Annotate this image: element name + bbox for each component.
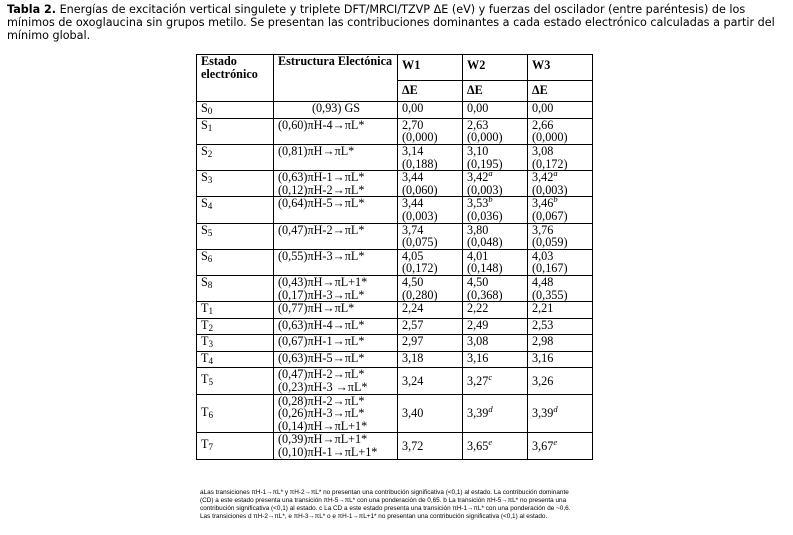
cell-state	[197, 335, 274, 352]
table-row	[197, 223, 593, 249]
w2-value: 3,42$^a$	[467, 168, 493, 185]
cell-w1	[398, 394, 463, 433]
w3-value: 2,66	[532, 117, 554, 132]
cell-w1	[398, 302, 463, 319]
w1-value: (0,172)	[402, 261, 438, 276]
header-w3: W3	[528, 55, 593, 81]
w2-value: (0,195)	[467, 156, 503, 171]
cell-w3	[528, 302, 593, 319]
structure-line: (0,63)πH-1→πL*	[278, 170, 365, 185]
w1-value: 2,97	[402, 334, 424, 349]
cell-structure	[274, 318, 398, 335]
table-row	[197, 197, 593, 223]
footnote-line: contribución significativa (<0,1) al estado. c La CD a este estado presenta una transición πH-1→πL* con una ponderación de ~0,6.	[200, 505, 571, 512]
w2-value: 4,01	[467, 248, 489, 263]
state-label: T3	[201, 334, 214, 350]
w1-value: (0,280)	[402, 287, 438, 302]
state-label: S3	[201, 170, 213, 186]
cell-w3	[528, 394, 593, 433]
w1-value: 3,44	[402, 170, 424, 185]
cell-state	[197, 118, 274, 144]
cell-w1	[398, 351, 463, 368]
header-structure: Estructura Electónica	[274, 55, 398, 102]
w2-value: (0,048)	[467, 235, 503, 250]
w3-value: 3,39$^d$	[532, 404, 558, 421]
w3-value: 3,42$^a$	[532, 168, 558, 185]
cell-w1	[398, 171, 463, 197]
w3-value: (0,003)	[532, 182, 568, 197]
w1-value: 3,18	[402, 350, 424, 365]
w2-value: (0,000)	[467, 130, 503, 145]
w3-value: 3,46$^b$	[532, 194, 558, 211]
cell-w3	[528, 102, 593, 119]
cell-w3	[528, 351, 593, 368]
cell-state	[197, 171, 274, 197]
cell-w3	[528, 223, 593, 249]
w2-value: 3,80	[467, 222, 489, 237]
cell-w2	[463, 144, 528, 170]
state-label: T4	[201, 350, 214, 366]
w3-value: 3,16	[532, 350, 554, 365]
state-label: S5	[201, 222, 213, 238]
w2-value: 3,65e	[467, 436, 493, 453]
w2-value: 0,00	[467, 101, 489, 116]
caption-label: Tabla 2.	[7, 3, 57, 16]
state-label: S6	[201, 248, 213, 264]
cell-w1	[398, 144, 463, 170]
w3-value: 2,98	[532, 334, 554, 349]
w3-value: (0,000)	[532, 130, 568, 145]
structure-line: (0,26)πH-3→πL*	[278, 406, 365, 421]
w1-value: (0,075)	[402, 235, 438, 250]
cell-state	[197, 394, 274, 433]
w1-value: 2,57	[402, 317, 424, 332]
state-label: T7	[201, 437, 214, 453]
cell-structure	[274, 118, 398, 144]
cell-structure	[274, 223, 398, 249]
table-row	[197, 394, 593, 433]
w3-value: 4,03	[532, 248, 554, 263]
table-row	[197, 171, 593, 197]
header-w2: W2	[463, 55, 528, 81]
cell-state	[197, 223, 274, 249]
cell-state	[197, 351, 274, 368]
w3-value: 2,21	[532, 301, 554, 316]
table-row	[197, 102, 593, 119]
state-label: S2	[201, 143, 213, 159]
structure-line: (0,14)πH→πL+1*	[278, 418, 368, 433]
cell-w2	[463, 194, 528, 223]
cell-w1	[398, 118, 463, 144]
w2-value: 3,16	[467, 350, 489, 365]
table-row	[197, 368, 593, 394]
w1-value: (0,003)	[402, 208, 438, 223]
structure-line: (0,12)πH-2→πL*	[278, 182, 365, 197]
cell-w2	[463, 102, 528, 119]
structure-line: (0,55)πH-3→πL*	[278, 248, 365, 263]
w3-value: 3,08	[532, 143, 554, 158]
table-row	[197, 302, 593, 319]
cell-w2	[463, 275, 528, 301]
structure-line: (0,43)πH→πL+1*	[278, 274, 368, 289]
w3-value: 4,48	[532, 274, 554, 289]
cell-w1	[398, 318, 463, 335]
cell-structure	[274, 351, 398, 368]
structure-line: (0,93) GS	[312, 101, 361, 116]
cell-w1	[398, 249, 463, 275]
cell-w1	[398, 102, 463, 119]
structure-line: (0,23)πH-3 →πL*	[278, 380, 368, 395]
cell-w2	[463, 249, 528, 275]
cell-w3	[528, 249, 593, 275]
table-row	[197, 351, 593, 368]
cell-w3	[528, 275, 593, 301]
w2-value: 3,27$^c$	[467, 371, 493, 388]
cell-w3	[528, 118, 593, 144]
cell-w2	[463, 351, 528, 368]
cell-w2	[463, 118, 528, 144]
cell-w1	[398, 197, 463, 223]
w3-value: 3,26	[532, 373, 554, 388]
state-label: T1	[201, 301, 214, 317]
footnote-line: Las transiciones d πH-2→πL*, e πH-3→πL* o e πH-1→πL+1* no presentan una contribución significativa (<0,1) al estado.	[200, 513, 548, 520]
cell-w1	[398, 275, 463, 301]
w3-value: (0,067)	[532, 208, 568, 223]
header-delta-w1: ΔE	[398, 80, 463, 102]
w3-value: (0,167)	[532, 261, 568, 276]
table-row	[197, 433, 593, 459]
w2-value: (0,148)	[467, 261, 503, 276]
table-row	[197, 118, 593, 144]
structure-line: (0,47)πH-2→πL*	[278, 367, 365, 382]
state-label: T2	[201, 317, 214, 333]
structure-line: (0,10)πH-1→πL+1*	[278, 445, 378, 460]
cell-w3	[528, 433, 593, 459]
w2-value: (0,368)	[467, 287, 503, 302]
table-caption	[7, 3, 787, 42]
cell-w2	[463, 394, 528, 433]
w1-value: 0,00	[402, 101, 424, 116]
cell-structure	[274, 102, 398, 119]
table-row	[197, 318, 593, 335]
cell-w1	[398, 433, 463, 459]
w1-value: (0,188)	[402, 156, 438, 171]
cell-w2	[463, 223, 528, 249]
cell-w2	[463, 302, 528, 319]
cell-w3	[528, 368, 593, 394]
cell-w3	[528, 194, 593, 223]
state-label: T5	[201, 372, 214, 388]
w1-value: 2,24	[402, 301, 424, 316]
cell-state	[197, 318, 274, 335]
w3-value: (0,059)	[532, 235, 568, 250]
header-w1: W1	[398, 55, 463, 81]
table-row	[197, 275, 593, 301]
cell-w2	[463, 168, 528, 197]
footnote-line: (CD) a este estado presenta una transición πH-5→πL* con una ponderación de 0,65. b La transición πH-5→πL* no presenta una	[200, 497, 567, 504]
table-body	[197, 102, 593, 459]
w2-value: 3,53$^b$	[467, 194, 493, 211]
cell-structure	[274, 368, 398, 394]
state-label: S8	[201, 274, 213, 290]
structure-line: (0,63)πH-4→πL*	[278, 317, 365, 332]
cell-structure	[274, 302, 398, 319]
w1-value: 3,14	[402, 143, 424, 158]
cell-w2	[463, 335, 528, 352]
cell-structure	[274, 171, 398, 197]
w1-value: 3,40	[402, 406, 424, 421]
structure-line: (0,67)πH-1→πL*	[278, 334, 365, 349]
w2-value: (0,036)	[467, 208, 503, 223]
cell-state	[197, 368, 274, 394]
w1-value: 3,44	[402, 196, 424, 211]
cell-structure	[274, 433, 398, 459]
w1-value: 3,24	[402, 373, 424, 388]
cell-state	[197, 144, 274, 170]
w2-value: 3,08	[467, 334, 489, 349]
state-label: T6	[201, 404, 214, 420]
w3-value: (0,172)	[532, 156, 568, 171]
footnote-line: aLas transiciones πH-1→πL* y πH-2→πL* no presentan una contribución significativa (<0,1) al estado. La contribución dominante	[200, 489, 569, 496]
w1-value: 3,74	[402, 222, 424, 237]
cell-w1	[398, 368, 463, 394]
structure-line: (0,64)πH-5→πL*	[278, 196, 365, 211]
cell-w3	[528, 335, 593, 352]
w2-value: (0,003)	[467, 182, 503, 197]
cell-state	[197, 102, 274, 119]
cell-structure	[274, 275, 398, 301]
header-state: Estado electrónico	[197, 55, 274, 102]
w1-value: 3,72	[402, 438, 424, 453]
w1-value: (0,060)	[402, 182, 438, 197]
state-label: S1	[201, 117, 213, 133]
w1-value: 2,70	[402, 117, 424, 132]
cell-w3	[528, 144, 593, 170]
cell-structure	[274, 144, 398, 170]
cell-w1	[398, 335, 463, 352]
state-label: S0	[201, 101, 213, 117]
structure-line: (0,60)πH-4→πL*	[278, 117, 365, 132]
cell-w2	[463, 318, 528, 335]
cell-structure	[274, 249, 398, 275]
w2-value: 3,10	[467, 143, 489, 158]
w3-value: 3,67e	[532, 436, 558, 453]
excitation-energies-table	[196, 54, 593, 460]
state-label: S4	[201, 196, 213, 212]
cell-structure	[274, 335, 398, 352]
w1-value: 4,50	[402, 274, 424, 289]
cell-w3	[528, 168, 593, 197]
caption-text: Energías de excitación vertical singulete y triplete DFT/MRCI/TZVP ΔE (eV) y fuerzas del oscilador (entre paréntesis) de los mínimos de oxoglaucina sin grupos metilo. Se presentan las contribuciones dominantes a cada estado electrónico calculadas a partir del mínimo global.	[7, 3, 775, 42]
table-footnotes	[200, 489, 600, 521]
w3-value: 3,76	[532, 222, 554, 237]
w1-value: (0,000)	[402, 130, 438, 145]
cell-w3	[528, 318, 593, 335]
cell-structure	[274, 197, 398, 223]
w3-value: 0,00	[532, 101, 554, 116]
structure-line: (0,17)πH-3→πL*	[278, 287, 365, 302]
structure-line: (0,77)πH→πL*	[278, 301, 355, 316]
w2-value: 4,50	[467, 274, 489, 289]
header-delta-w2: ΔE	[463, 80, 528, 102]
table-row	[197, 144, 593, 170]
cell-w2	[463, 368, 528, 394]
cell-w1	[398, 223, 463, 249]
cell-state	[197, 302, 274, 319]
w1-value: 4,05	[402, 248, 424, 263]
table-row	[197, 249, 593, 275]
cell-state	[197, 275, 274, 301]
w2-value: 3,39$^d$	[467, 404, 493, 421]
cell-w2	[463, 433, 528, 459]
w2-value: 2,22	[467, 301, 489, 316]
structure-line: (0,63)πH-5→πL*	[278, 350, 365, 365]
header-delta-w3: ΔE	[528, 80, 593, 102]
table-row	[197, 335, 593, 352]
cell-state	[197, 249, 274, 275]
w2-value: 2,63	[467, 117, 489, 132]
structure-line: (0,28)πH-2→πL*	[278, 393, 365, 408]
structure-line: (0,47)πH-2→πL*	[278, 222, 365, 237]
structure-line: (0,81)πH→πL*	[278, 143, 355, 158]
structure-line: (0,39)πH→πL+1*	[278, 432, 368, 447]
cell-state	[197, 433, 274, 459]
cell-state	[197, 197, 274, 223]
w3-value: 2,53	[532, 317, 554, 332]
cell-structure	[274, 394, 398, 433]
w3-value: (0,355)	[532, 287, 568, 302]
w2-value: 2,49	[467, 317, 489, 332]
